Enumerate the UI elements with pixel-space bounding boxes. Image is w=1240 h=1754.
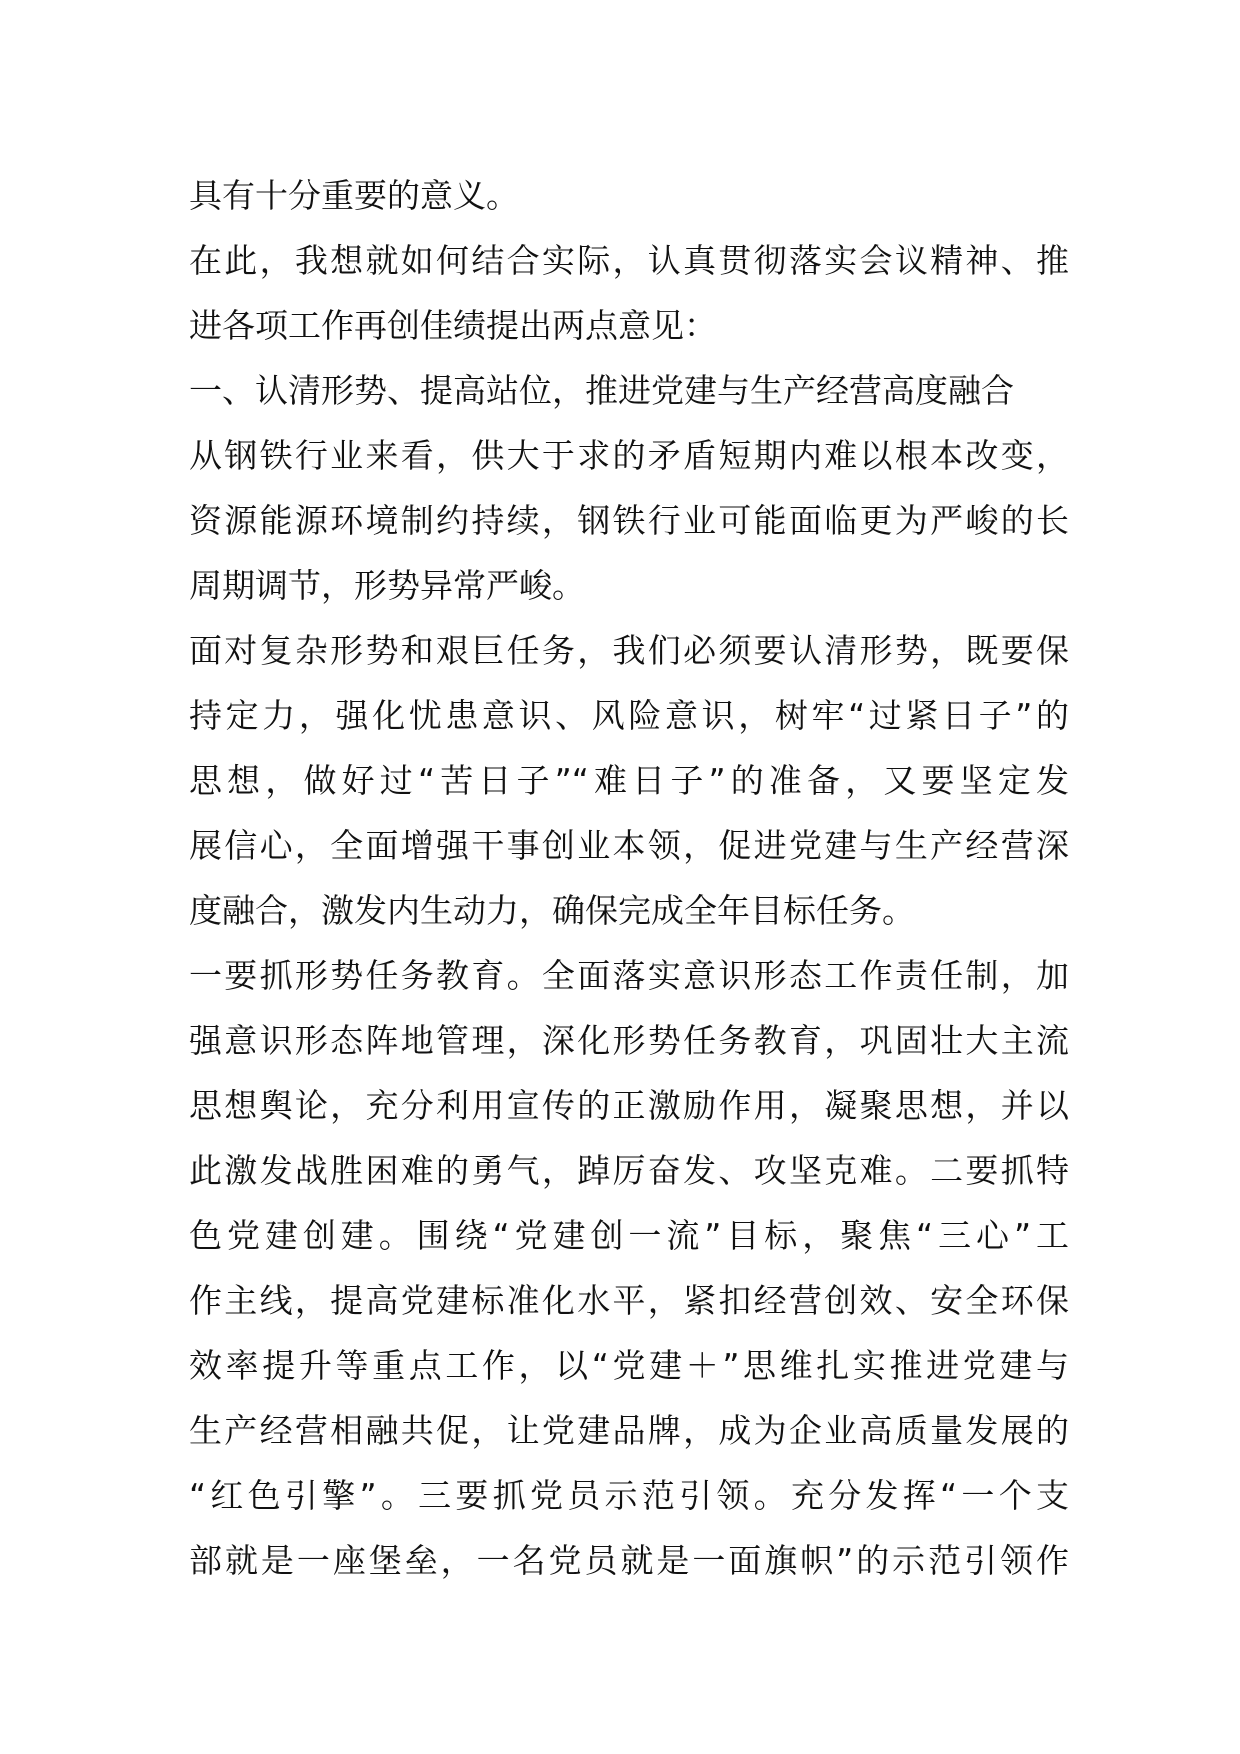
text-line-1: 具有十分重要的意义。 [189, 176, 519, 215]
text-line-18: 作主线，提高党建标准化水平，紧扣经营创效、安全环保 [189, 1281, 1069, 1320]
text-line-21: “红色引擎”。三要抓党员示范引领。充分发挥“一个支 [189, 1476, 1069, 1515]
text-line-13: 一要抓形势任务教育。全面落实意识形态工作责任制，加 [189, 956, 1069, 995]
document-body [189, 163, 1069, 1593]
text-line-11: 展信心，全面增强干事创业本领，促进党建与生产经营深 [189, 826, 1069, 865]
text-line-20: 生产经营相融共促，让党建品牌，成为企业高质量发展的 [189, 1411, 1069, 1450]
text-line-16: 此激发战胜困难的勇气，踔厉奋发、攻坚克难。二要抓特 [189, 1151, 1069, 1190]
text-line-3: 进各项工作再创佳绩提出两点意见： [189, 306, 717, 345]
text-line-6: 资源能源环境制约持续，钢铁行业可能面临更为严峻的长 [189, 501, 1069, 540]
text-line-19: 效率提升等重点工作，以“党建＋”思维扎实推进党建与 [189, 1346, 1069, 1385]
text-line-17: 色党建创建。围绕“党建创一流”目标，聚焦“三心”工 [189, 1216, 1069, 1255]
text-line-15: 思想舆论，充分利用宣传的正激励作用，凝聚思想，并以 [189, 1086, 1069, 1125]
text-line-12: 度融合，激发内生动力，确保完成全年目标任务。 [189, 891, 915, 930]
text-line-8: 面对复杂形势和艰巨任务，我们必须要认清形势，既要保 [189, 631, 1069, 670]
text-line-10: 思想，做好过“苦日子”“难日子”的准备，又要坚定发 [189, 761, 1069, 800]
text-line-14: 强意识形态阵地管理，深化形势任务教育，巩固壮大主流 [189, 1021, 1069, 1060]
text-line-2: 在此，我想就如何结合实际，认真贯彻落实会议精神、推 [189, 241, 1069, 280]
text-line-7: 周期调节，形势异常严峻。 [189, 566, 585, 605]
text-line-5: 从钢铁行业来看，供大于求的矛盾短期内难以根本改变， [189, 436, 1069, 475]
text-line-22: 部就是一座堡垒，一名党员就是一面旗帜”的示范引领作 [189, 1541, 1069, 1580]
section-heading: 一、认清形势、提高站位，推进党建与生产经营高度融合 [189, 371, 1014, 410]
text-line-9: 持定力，强化忧患意识、风险意识，树牢“过紧日子”的 [189, 696, 1069, 735]
